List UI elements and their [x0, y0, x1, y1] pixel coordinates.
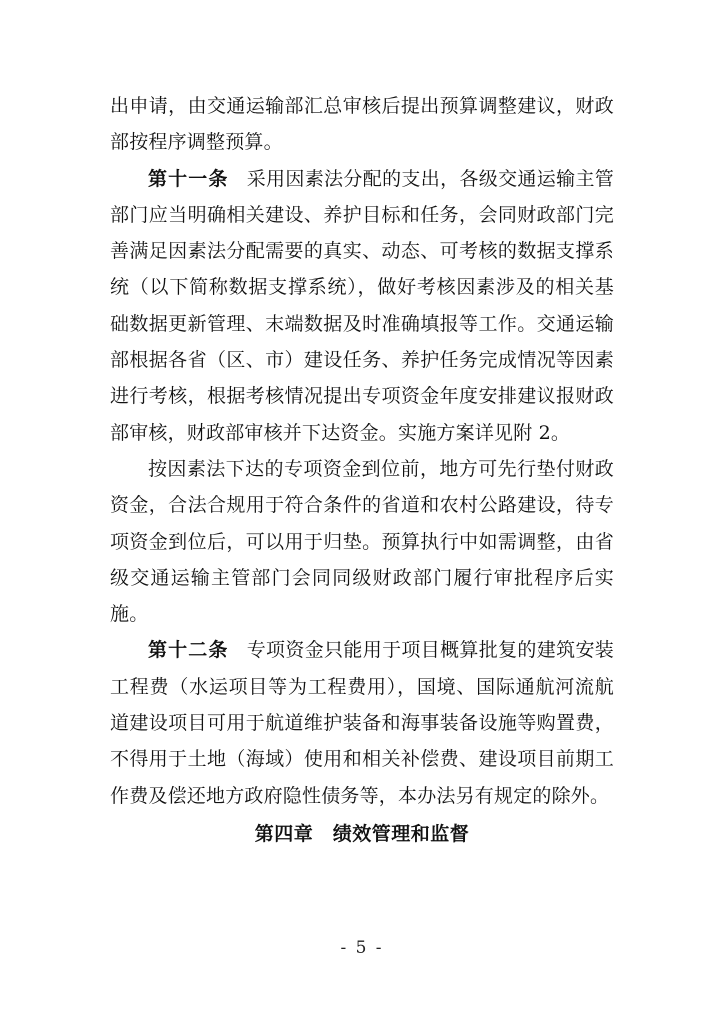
article-12-paragraph — [110, 632, 614, 813]
paragraph-text: 出申请，由交通运输部汇总审核后提出预算调整建议，财政部按程序调整预算。 — [110, 95, 614, 154]
article-12-text: 专项资金只能用于项目概算批复的建筑安装工程费（水运项目等为工程费用），国境、国际通航河流航道建设项目可用于航道维护装备和海事装备设施等购置费，不得用于土地（海域）使用和相关补偿费、建设项目前期工作费及偿还地方政府隐性债务等，本办法另有规定的除外。 — [110, 639, 614, 807]
article-11-label: 第十一条 — [148, 167, 229, 190]
article-12-label: 第十二条 — [148, 639, 229, 662]
factor-method-paragraph — [110, 451, 614, 632]
paragraph-continuation — [110, 88, 614, 161]
document-page — [110, 88, 614, 852]
factor-method-text: 按因素法下达的专项资金到位前，地方可先行垫付财政资金，合法合规用于符合条件的省道和农村公路建设，待专项资金到位后，可以用于归垫。预算执行中如需调整，由省级交通运输主管部门会同同级财政部门履行审批程序后实施。 — [110, 457, 614, 626]
page-number: - 5 - — [340, 938, 384, 958]
chapter-title: 第四章 绩效管理和监督 — [254, 822, 470, 845]
article-11-text: 采用因素法分配的支出，各级交通运输主管部门应当明确相关建设、养护目标和任务，会同财政部门完善满足因素法分配需要的真实、动态、可考核的数据支撑系统（以下简称数据支撑系统），做好考核因素涉及的相关基础数据更新管理、末端数据及时准确填报等工作。交通运输部根据各省（区、市）建设任务、养护任务完成情况等因素进行考核，根据考核情况提出专项资金年度安排建议报财政部审核，财政部审核并下达资金。实施方案详见附 2。 — [110, 167, 614, 444]
article-11-paragraph — [110, 161, 614, 451]
